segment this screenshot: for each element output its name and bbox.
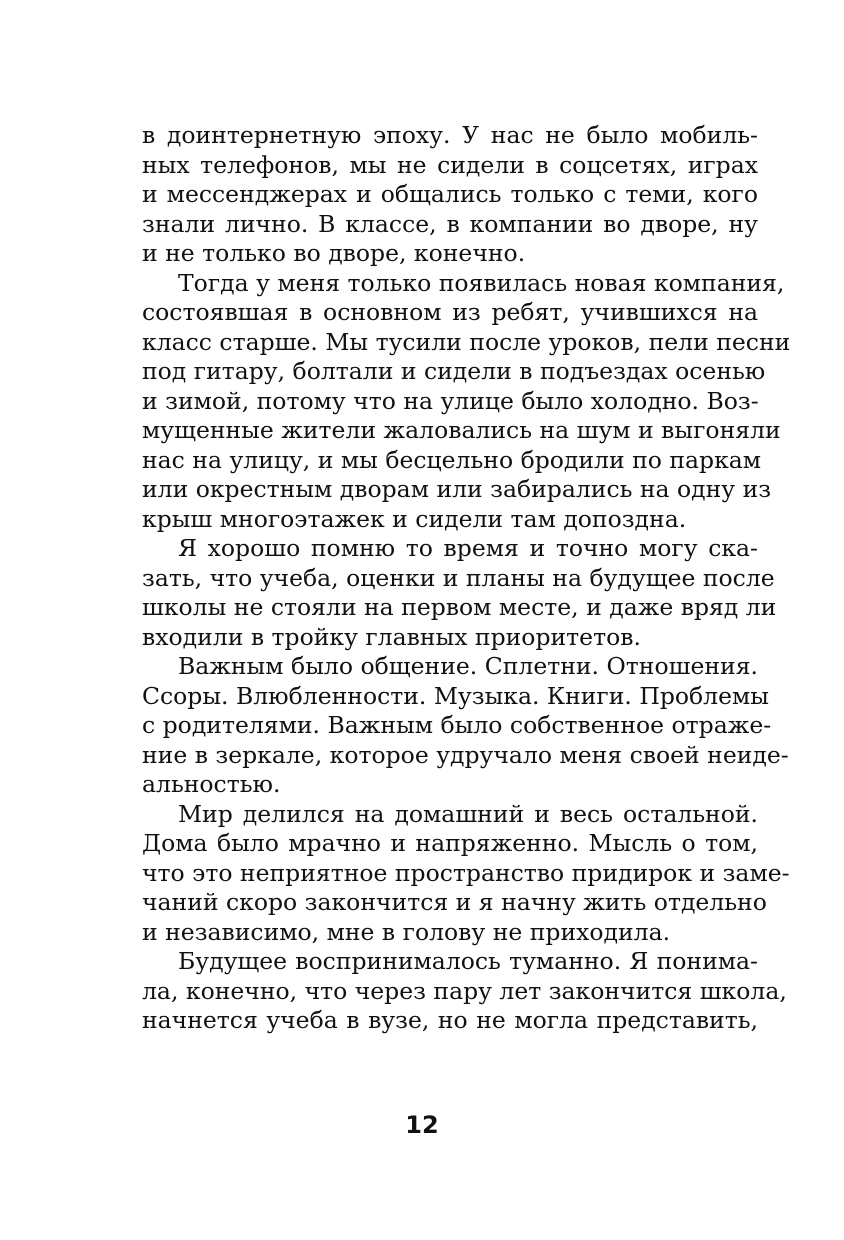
text-line: ных телефонов, мы не сидели в соцсетях, играх xyxy=(142,150,758,179)
text-line: и мессенджерах и общались только с теми, кого xyxy=(142,180,758,208)
text-line: с родителями. Важным было собственное отраже- xyxy=(142,711,772,739)
text-line: состоявшая в основном из ребят, учившихся на xyxy=(142,298,758,326)
text-line: Важным было общение. Сплетни. Отношения. xyxy=(178,652,758,680)
text-line: или окрестным дворам или забирались на одну из xyxy=(142,475,772,503)
text-line: Тогда у меня только появилась новая компания, xyxy=(178,268,785,297)
body-text xyxy=(142,121,791,1036)
text-line: входили в тройку главных приоритетов. xyxy=(142,622,641,651)
paragraph xyxy=(142,652,789,800)
text-line: знали лично. В классе, в компании во дворе, ну xyxy=(142,209,758,238)
text-line: Дома было мрачно и напряженно. Мысль о том, xyxy=(142,829,758,857)
text-line: Будущее воспринималось туманно. Я понима- xyxy=(178,947,758,975)
text-line: класс старше. Мы тусили после уроков, пели песни xyxy=(142,327,791,356)
text-line: под гитару, болтали и сидели в подъездах осенью xyxy=(142,357,766,385)
text-line: ние в зеркале, которое удручало меня своей неиде- xyxy=(142,740,789,769)
paragraph xyxy=(142,534,777,652)
text-line: школы не стояли на первом месте, и даже вряд ли xyxy=(142,593,777,621)
text-line: зать, что учеба, оценки и планы на будущее после xyxy=(142,563,775,592)
paragraph xyxy=(142,947,787,1036)
text-line: Ссоры. Влюбленности. Музыка. Книги. Проблемы xyxy=(142,681,769,710)
text-line: Мир делился на домашний и весь остальной. xyxy=(178,799,758,828)
paragraph xyxy=(142,268,791,535)
paragraph xyxy=(142,799,790,948)
text-line: что это неприятное пространство придирок и заме- xyxy=(142,858,790,887)
text-line: и зимой, потому что на улице было холодно. Воз- xyxy=(142,386,759,415)
page-number: 12 xyxy=(405,1111,439,1139)
text-line: и не только во дворе, конечно. xyxy=(142,239,526,267)
text-line: альностью. xyxy=(142,770,281,798)
text-line: нас на улицу, и мы бесцельно бродили по паркам xyxy=(142,445,762,474)
text-line: и независимо, мне в голову не приходила. xyxy=(142,917,671,946)
text-line: чаний скоро закончится и я начну жить отдельно xyxy=(142,888,767,916)
text-line: мущенные жители жаловались на шум и выгоняли xyxy=(142,416,781,444)
text-line: ла, конечно, что через пару лет закончится школа, xyxy=(142,976,787,1005)
paragraph xyxy=(142,121,758,269)
text-line: в доинтернетную эпоху. У нас не было мобиль- xyxy=(142,121,758,149)
text-line: крыш многоэтажек и сидели там допоздна. xyxy=(142,504,687,533)
text-line: Я хорошо помню то время и точно могу ска- xyxy=(178,534,758,562)
text-line: начнется учеба в вузе, но не могла представить, xyxy=(142,1006,758,1034)
